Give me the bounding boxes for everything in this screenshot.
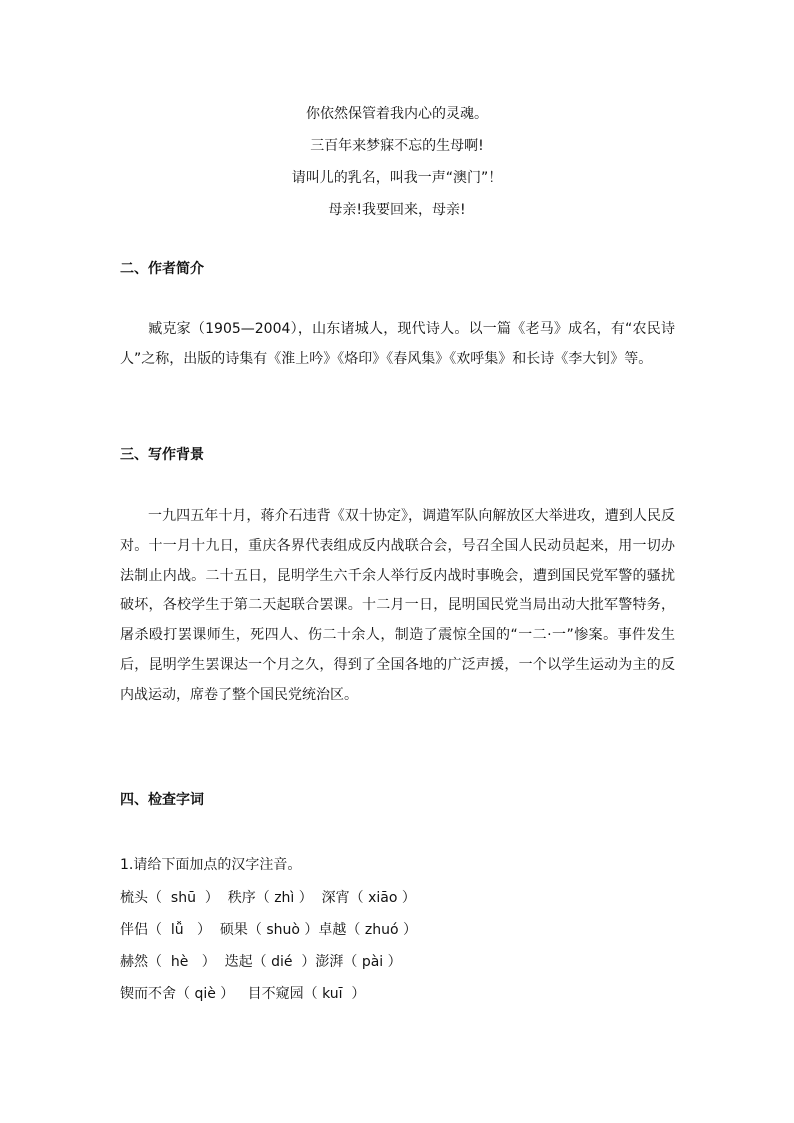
poem-line: 请叫儿的乳名，叫我一声“澳门”！ xyxy=(291,170,503,186)
poem-line: 你依然保管着我内心的灵魂。 xyxy=(306,106,488,122)
section-heading-background: 三、写作背景 xyxy=(120,447,204,463)
background-text: 一九四五年十月，蒋介石违背《双十协定》，调遣军队向解放区大举进攻，遭到人民反对。十一月十九日，重庆各界代表组成反内战联合会，号召全国人民动员起来，用一切办法制止内战。二十五日，昆明学生六千余人举行反内战时事晚会，遭到国民党军警的骚扰破坏，各校学生于第二天起联合罢课。十二月一日，昆明国民党当局出动大批军警特务，屠杀殴打罢课师生，死四人、伤二十余人，制造了震惊全国的“一二·一”惨案。事件发生后，昆明学生罢课达一个月之久，得到了全国各地的广泛声援，一个以学生运动为主的反内战运动，席卷了整个国民党统治区。 xyxy=(120,508,675,703)
vocab-exercise xyxy=(120,848,680,1010)
author-intro-paragraph xyxy=(120,315,675,375)
section-heading-vocab: 四、检查字词 xyxy=(120,792,204,808)
section-heading-author: 二、作者简介 xyxy=(120,261,204,277)
vocab-row: 梳头（ shū ） 秩序（ zhì ） 深宵（ xiāo ） xyxy=(120,890,416,906)
vocab-row: 锲而不舍（ qiè ） 目不窥园（ kuī ） xyxy=(120,986,366,1002)
poem-line: 母亲!我要回来，母亲! xyxy=(328,202,466,218)
background-paragraph xyxy=(120,502,675,711)
poem-excerpt xyxy=(0,98,794,226)
vocab-question: 1.请给下面加点的汉字注音。 xyxy=(120,857,302,873)
vocab-row: 伴侣（ lǚ ） 硕果（ shuò ）卓越（ zhuó ） xyxy=(120,922,417,938)
poem-line: 三百年来梦寐不忘的生母啊! xyxy=(310,138,484,154)
vocab-row: 赫然（ hè ） 迭起（ dié ）澎湃（ pài ） xyxy=(120,954,402,970)
author-intro-text: 臧克家（1905—2004），山东诸城人，现代诗人。以一篇《老马》成名，有“农民诗人”之称，出版的诗集有《淮上吟》《烙印》《春风集》《欢呼集》和长诗《李大钊》等。 xyxy=(120,321,675,367)
